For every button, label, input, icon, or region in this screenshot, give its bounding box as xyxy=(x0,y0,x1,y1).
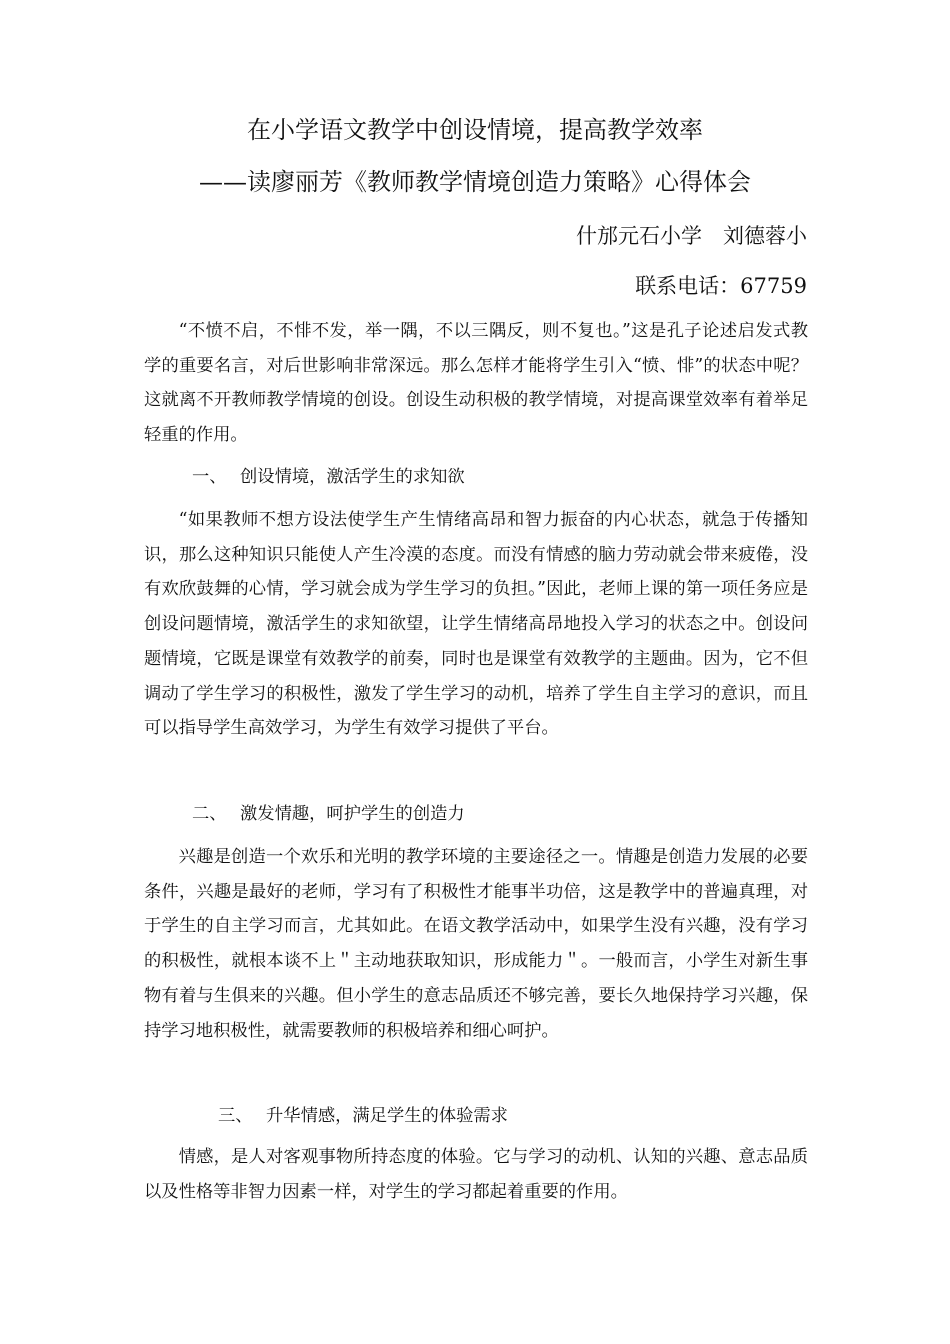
section1-paragraph: “如果教师不想方设法使学生产生情绪高昂和智力振奋的内心状态，就急于传播知识，那么这种知识只能使人产生冷漠的态度。而没有情感的脑力劳动就会带来疲倦，没有欢欣鼓舞的心情，学习就会成为学生学习的负担。”因此，老师上课的第一项任务应是创设问题情境，激活学生的求知欲望，让学生情绪高昂地投入学习的状态之中。创设问题情境，它既是课堂有效教学的前奏，同时也是课堂有效教学的主题曲。因为，它不但调动了学生学习的积极性，激发了学生学习的动机，培养了学生自主学习的意识，而且可以指导学生高效学习，为学生有效学习提供了平台。 xyxy=(144,510,808,739)
section-heading-3 xyxy=(218,1102,508,1130)
intro-paragraph: “不愤不启，不悱不发，举一隅，不以三隅反，则不复也。”这是孔子论述启发式教学的重要名言，对后世影响非常深远。那么怎样才能将学生引入“愤、悱”的状态中呢？这就离不开教师教学情境的创设。创设生动积极的教学情境，对提高课堂效率有着举足轻重的作用。 xyxy=(144,321,808,446)
section3-paragraph: 情感，是人对客观事物所持态度的体验。它与学习的动机、认知的兴趣、意志品质以及性格等非智力因素一样，对学生的学习都起着重要的作用。 xyxy=(144,1147,808,1202)
phone-line: 联系电话：67759 xyxy=(635,274,807,298)
section-number-3: 三、 xyxy=(218,1106,253,1126)
document-title: 在小学语文教学中创设情境，提高教学效率 xyxy=(247,116,703,144)
section-number-2: 二、 xyxy=(192,804,227,824)
section-number-1: 一、 xyxy=(192,467,227,487)
author-line: 什邡元石小学 刘德蓉小 xyxy=(576,224,807,248)
section-title-2: 激发情趣，呵护学生的创造力 xyxy=(240,804,465,824)
document-subtitle: ——读廖丽芳《教师教学情境创造力策略》心得体会 xyxy=(199,168,751,196)
section2-paragraph: 兴趣是创造一个欢乐和光明的教学环境的主要途径之一。情趣是创造力发展的必要条件，兴趣是最好的老师，学习有了积极性才能事半功倍，这是教学中的普遍真理，对于学生的自主学习而言，尤其如此。在语文教学活动中，如果学生没有兴趣，没有学习的积极性，就根本谈不上＂主动地获取知识，形成能力＂。一般而言，小学生对新生事物有着与生俱来的兴趣。但小学生的意志品质还不够完善，要长久地保持学习兴趣，保持学习地积极性，就需要教师的积极培养和细心呵护。 xyxy=(144,847,808,1041)
section-heading-2 xyxy=(192,800,465,828)
section-title-1: 创设情境，激活学生的求知欲 xyxy=(240,467,465,487)
section-heading-1 xyxy=(192,463,465,491)
section-title-3: 升华情感，满足学生的体验需求 xyxy=(266,1106,508,1126)
